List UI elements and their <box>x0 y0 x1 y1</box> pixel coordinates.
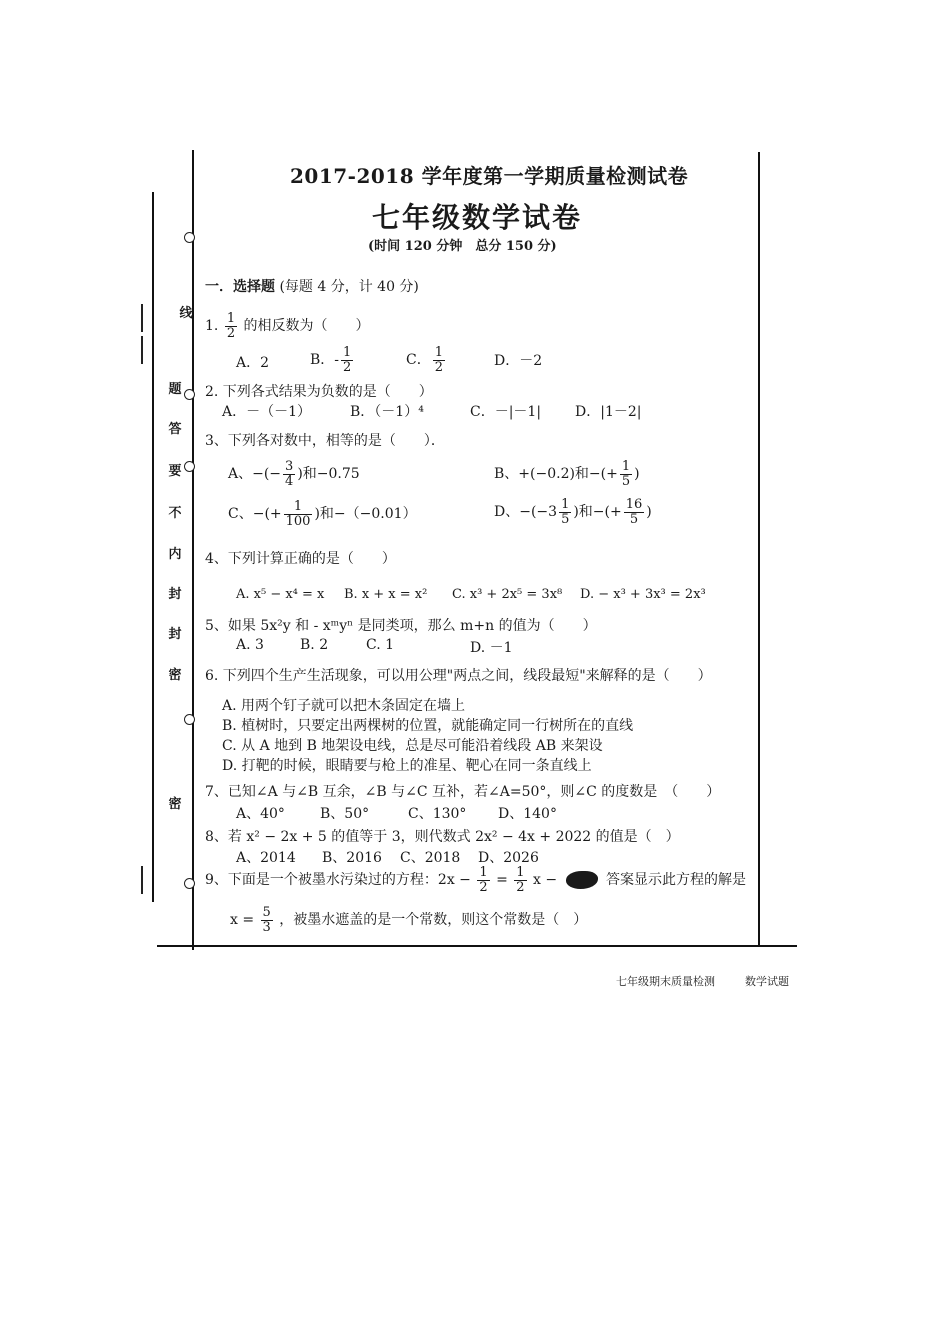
q8-option-a: A、2014 <box>236 850 296 866</box>
q2-option-b: B．（－1）⁴ <box>350 404 424 420</box>
q4-option-c: C. x³ + 2x⁵ = 3x⁸ <box>452 587 563 602</box>
q3-option-c: C、−(+ $\frac{1}{100}$ )和−（−0.01） <box>228 499 417 529</box>
q3-option-b: B、+(−0.2)和−(+ $\frac{1}{5}$ ) <box>494 459 640 489</box>
q8-option-c: C、2018 <box>400 850 461 866</box>
question-1-stem <box>205 312 370 340</box>
footer-left: 七年级期末质量检测 <box>616 975 715 988</box>
binding-char: 题 <box>168 382 182 397</box>
binding-char: 不 <box>168 506 182 521</box>
q6-option-c: C. 从 A 地到 B 地架设电线，总是尽可能沿着线段 AB 来架设 <box>222 738 603 754</box>
binding-hole-icon <box>184 232 195 243</box>
q1-option-b: B．- $\frac{1}{2}$ <box>310 345 352 375</box>
q6-option-a: A. 用两个钉子就可以把木条固定在墙上 <box>222 698 466 714</box>
question-2-stem: 2. 下列各式结果为负数的是（ ） <box>205 384 433 400</box>
binding-char: 答 <box>168 422 182 437</box>
binding-char: 密 <box>168 668 182 683</box>
binding-dash <box>141 304 143 332</box>
binding-line-inner <box>192 150 194 950</box>
binding-hole-icon <box>184 714 195 725</box>
q2-option-d: D．|1－2| <box>575 404 642 420</box>
binding-char: 内 <box>168 547 182 562</box>
exam-subtitle: 七年级数学试卷 <box>372 201 583 234</box>
binding-char: 封 <box>168 587 182 602</box>
ink-blot-icon <box>566 871 598 889</box>
q1-option-c: C． $\frac{1}{2}$ <box>406 345 443 375</box>
section-title: 一．选择题 <box>205 279 275 295</box>
q6-option-d: D. 打靶的时候，眼睛要与枪上的准星、靶心在同一条直线上 <box>222 758 592 774</box>
question-9-stem: 9、下面是一个被墨水污染过的方程：2x − $\frac{1}{2}$ = $\frac{1}{2}$ x − 答案显示此方程的解是 <box>205 865 746 895</box>
q4-option-a: A. x⁵ − x⁴ = x <box>236 587 325 602</box>
binding-dash <box>141 336 143 364</box>
binding-dash <box>141 866 143 894</box>
q7-option-c: C、130° <box>408 806 467 822</box>
q5-option-b: B. 2 <box>300 637 329 653</box>
footer-right: 数学试题 <box>745 975 789 988</box>
q2-option-c: C．－|－1| <box>470 404 542 420</box>
q1-option-a: A．2 <box>236 355 270 371</box>
q1-option-d: D．－2 <box>494 353 543 369</box>
q2-option-a: A．－（－1） <box>222 404 312 420</box>
question-7-stem: 7、已知∠A 与∠B 互余，∠B 与∠C 互补，若∠A=50°，则∠C 的度数是 （ ） <box>205 784 721 800</box>
binding-char: 封 <box>168 627 182 642</box>
question-3-stem: 3、下列各对数中，相等的是（ ）． <box>205 433 445 449</box>
binding-char: 密 <box>168 797 182 812</box>
page-right-border <box>758 152 760 947</box>
question-8-stem: 8、若 x² − 2x + 5 的值等于 3，则代数式 2x² − 4x + 2022 的值是（ ） <box>205 829 680 845</box>
q7-option-d: D、140° <box>498 806 557 822</box>
q5-option-c: C. 1 <box>366 637 395 653</box>
fraction: $\frac{1}{2}$ <box>226 311 236 341</box>
binding-line-outer <box>152 192 154 902</box>
question-text: 的相反数为（ ） <box>243 318 370 335</box>
question-6-stem: 6. 下列四个生产生活现象，可以用公理"两点之间，线段最短"来解释的是（ ） <box>205 668 712 684</box>
q8-option-b: B、2016 <box>322 850 382 866</box>
page-bottom-border <box>157 945 797 947</box>
exam-title: 2017-2018 学年度第一学期质量检测试卷 <box>290 164 689 188</box>
q5-option-a: A. 3 <box>236 637 264 653</box>
q8-option-d: D、2026 <box>478 850 539 866</box>
question-5-stem: 5、如果 5x²y 和 - xᵐyⁿ 是同类项，那么 m+n 的值为（ ） <box>205 618 597 634</box>
section-note: (每题 4 分，计 40 分) <box>279 279 419 295</box>
binding-char: 线 <box>179 306 193 321</box>
question-9-line-2: x = $\frac{5}{3}$ ，被墨水遮盖的是一个常数，则这个常数是（ ） <box>230 905 588 935</box>
q7-option-b: B、50° <box>320 806 370 822</box>
q3-option-d: D、−(−3 $\frac{1}{5}$ )和−(+ $\frac{16}{5}$ ) <box>494 497 652 527</box>
q4-option-b: B. x + x = x² <box>344 587 428 602</box>
binding-char: 要 <box>168 464 182 479</box>
q5-option-d: D. －1 <box>470 640 513 656</box>
question-4-stem: 4、下列计算正确的是（ ） <box>205 551 396 567</box>
q7-option-a: A、40° <box>236 806 285 822</box>
exam-time-note: (时间 120 分钟 总分 150 分) <box>368 239 557 254</box>
section-heading <box>205 276 419 296</box>
q4-option-d: D. − x³ + 3x³ = 2x³ <box>580 587 706 602</box>
q6-option-b: B. 植树时，只要定出两棵树的位置，就能确定同一行树所在的直线 <box>222 718 634 734</box>
q3-option-a: A、−(− $\frac{3}{4}$ )和−0.75 <box>228 459 360 489</box>
binding-hole-icon <box>184 878 195 889</box>
question-number: 1. <box>205 318 219 335</box>
